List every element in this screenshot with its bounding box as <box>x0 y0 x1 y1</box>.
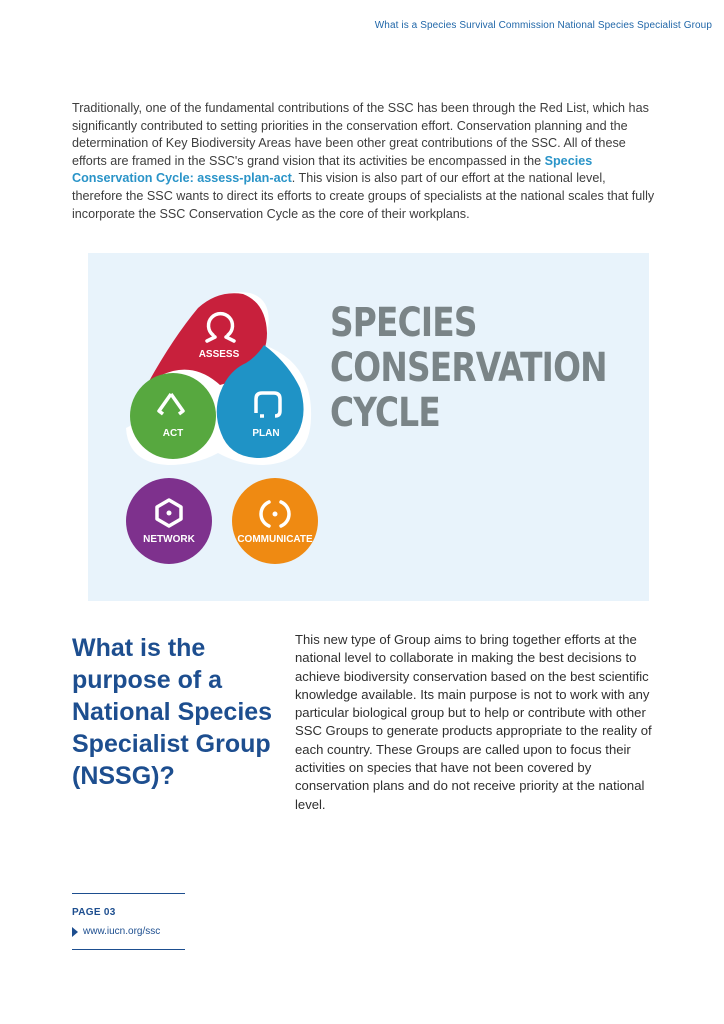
play-arrow-icon <box>72 927 78 937</box>
intro-text-before: Traditionally, one of the fundamental contributions of the SSC has been through the Red List, which has significantly contributed to setting priorities in the conservation effort. Conservation planning and the determination of Key Biodiversity Areas have been other great contributions of the SSC. All of these efforts are framed in the SSC's grand vision that its activities be encompassed in the <box>72 101 649 168</box>
footer-divider-top <box>72 893 185 894</box>
footer-divider-bottom <box>72 949 185 950</box>
website-link-label[interactable]: www.iucn.org/ssc <box>83 926 161 937</box>
cycle-title-line-2: CONSERVATION <box>330 345 607 391</box>
purpose-heading: What is the purpose of a National Species Specialist Group (NSSG)? <box>72 634 273 790</box>
intro-paragraph <box>72 100 656 223</box>
conservation-cycle-figure <box>88 253 649 601</box>
communicate-icon-dot <box>273 512 278 517</box>
cycle-title-line-1: SPECIES <box>330 300 477 346</box>
communicate-label: COMMUNICATE <box>237 534 313 545</box>
running-header: What is a Species Survival Commission National Species Specialist Group <box>374 20 712 31</box>
conservation-cycle-link[interactable]: Species Conservation Cycle: assess-plan-act <box>72 153 593 186</box>
assess-label: ASSESS <box>198 349 240 360</box>
network-icon-dot <box>167 511 172 516</box>
page-number: PAGE 03 <box>72 907 116 918</box>
act-label: ACT <box>162 428 184 439</box>
network-circle[interactable] <box>126 478 212 564</box>
website-link[interactable] <box>72 926 160 937</box>
plan-label: PLAN <box>252 428 280 439</box>
intro-text-after: . This vision is also part of our effort at the national level, therefore the SSC wants to direct its efforts to create groups of specialists at the national scales that fully incorporate the SSC Conservation Cycle as the core of their workplans. <box>72 171 655 221</box>
cycle-title-line-3: CYCLE <box>330 390 440 436</box>
communicate-circle[interactable] <box>232 478 318 564</box>
purpose-paragraph: This new type of Group aims to bring together efforts at the national level to collaborate in making the best decisions to achieve biodiversity conservation based on the best scientific knowledge available. Its main purpose is not to work with any particular biological group but to help or contribute with other SSC Groups to generate products appropriate to the reality of each country. These Groups are called upon to focus their activities on species that have not been covered by conservation plans and do not receive priority at the national level. <box>295 632 652 812</box>
network-label: NETWORK <box>143 534 195 545</box>
act-segment[interactable] <box>130 373 216 459</box>
